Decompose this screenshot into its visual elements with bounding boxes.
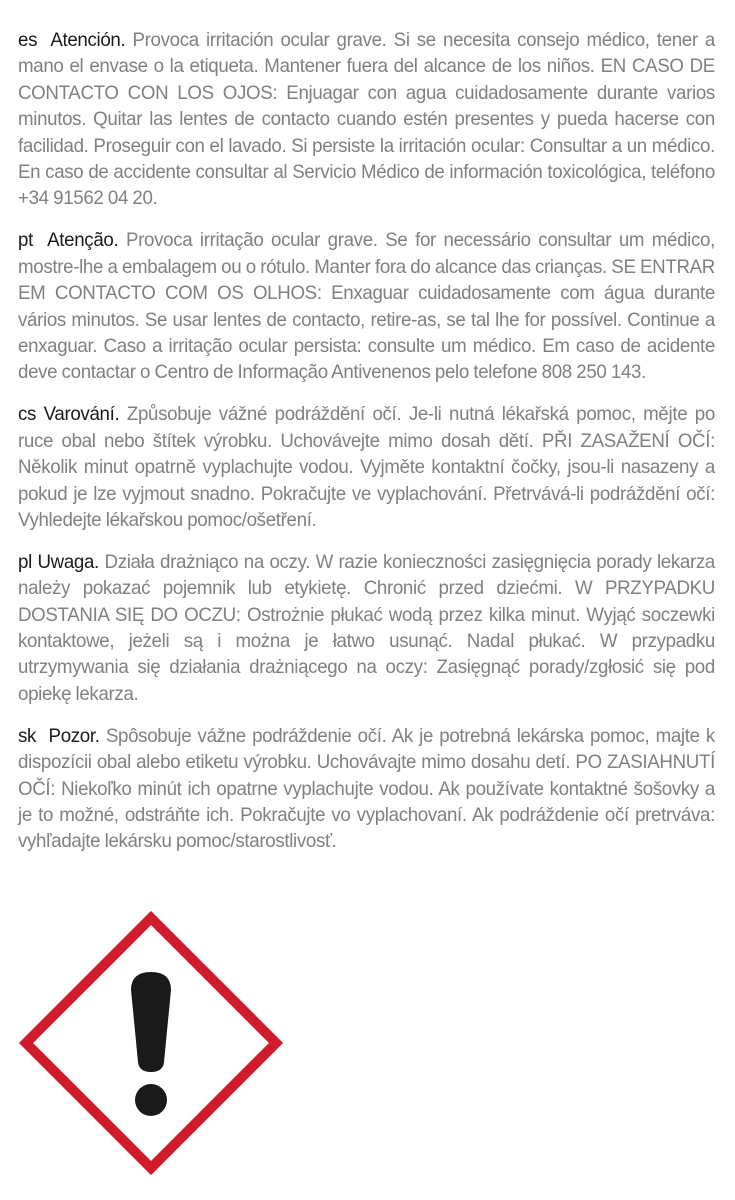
signal-word: Atención. [50,29,126,51]
section-es [18,27,715,212]
language-code: cs [18,403,37,426]
section-sk [18,723,715,855]
section-cs [18,401,715,533]
language-code: pt [18,229,33,252]
signal-word: Varování. [43,403,120,426]
exclamation-dot [135,1084,167,1116]
hazard-text: Provoca irritação ocular grave. Se for necessário consultar um médico, mostre-lhe a embalagem ou o rótulo. Manter fora do alcance das crianças. SE ENTRAR EM CONTACTO COM OS OLHOS: Enxaguar cuidadosamente com água durante vários minutos. Se usar lentes de contacto, retire-as, se tal lhe for possível. Continue a enxaguar. Caso a irritação ocular persista: consulte um médico. Em caso de acidente deve contactar o Centro de Informação Antivenenos pelo telefone 808 250 143. [18,229,715,384]
signal-word: Atenção. [47,229,119,252]
language-code: pl [18,550,32,573]
hazard-text: Provoca irritación ocular grave. Si se necesita consejo médico, tener a mano el envase o la etiqueta. Mantener fuera del alcance de los niños. EN CASO DE CONTACTO CON LOS OJOS: Enjuagar con agua cuidadosamente durante varios minutos. Quitar las lentes de contacto cuando estén presentes y pueda hacerse con facilidad. Proseguir con el lavado. Si persiste la irritación ocular: Consultar a un médico. En caso de accidente consultar al Servicio Médico de información toxicológica, teléfono +34 91562 04 20. [18,29,715,210]
exclamation-mark-hazard-icon [18,910,284,1176]
language-code: es [18,29,38,51]
language-code: sk [18,724,37,747]
hazard-text: Způsobuje vážné podráždění očí. Je-li nutná lékařská pomoc, mějte po ruce obal nebo štítek výrobku. Uchovávejte mimo dosah dětí. PŘI ZASAŽENÍ OČÍ: Několik minut opatrně vyplachujte vodou. Vyjměte kontaktní čočky, jsou-li nasazeny a pokud je lze vyjmout snadno. Pokračujte ve vyplachování. Přetrvává-li podráždění očí: Vyhledejte lékařskou pomoc/ošetření. [18,403,715,531]
hazard-text: Działa drażniąco na oczy. W razie konieczności zasięgnięcia porady lekarza należy pokazać pojemnik lub etykietę. Chronić przed dziećmi. W PRZYPADKU DOSTANIA SIĘ DO OCZU: Ostrożnie płukać wodą przez kilka minut. Wyjąć soczewki kontaktowe, jeżeli są i można je łatwo usunąć. Nadal płukać. W przypadku utrzymywania się działania drażniącego na oczy: Zasięgnąć porady/zgłosić się pod opiekę lekarza. [18,550,715,705]
safety-label-text [18,27,715,870]
signal-word: Pozor. [48,724,100,747]
section-pl [18,549,715,707]
section-pt [18,227,715,385]
signal-word: Uwaga. [37,550,99,573]
hazard-text: Spôsobuje vážne podráždenie očí. Ak je potrebná lekárska pomoc, majte k dispozícii obal alebo etiketu výrobku. Uchovávajte mimo dosahu detí. PO ZASIAHNUTÍ OČÍ: Niekoľko minút ich opatrne vyplachujte vodou. Ak používate kontaktné šošovky a je to možné, odstráňte ich. Pokračujte vo vyplachovaní. Ak podráždenie očí pretrváva: vyhľadajte lekársku pomoc/starostlivosť. [18,724,715,853]
